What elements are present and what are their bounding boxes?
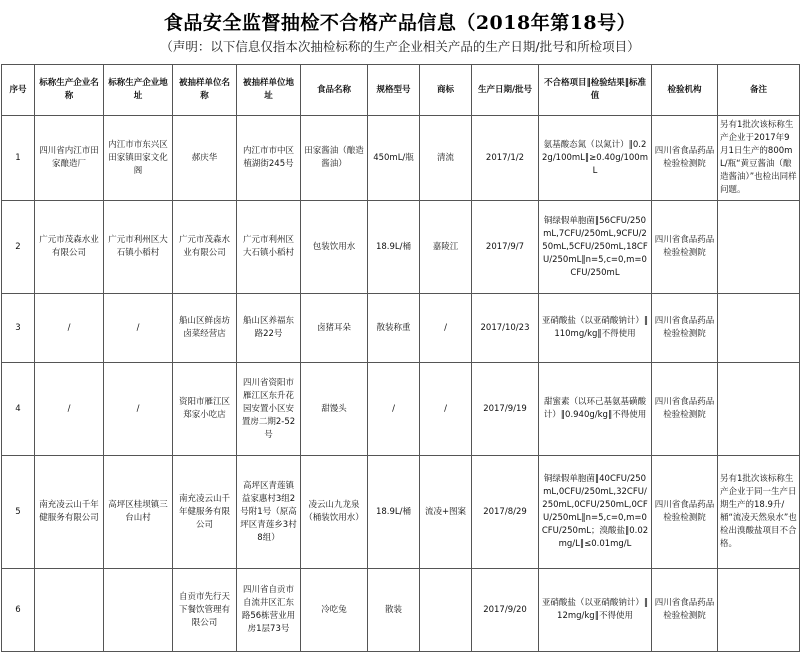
cell-food-name: 凌云山九龙泉（桶装饮用水）	[301, 456, 368, 569]
header-brand: 商标	[420, 65, 472, 116]
header-food-name: 食品名称	[301, 65, 368, 116]
page-title: 食品安全监督抽检不合格产品信息（2018年第18号）	[163, 12, 637, 34]
header-spec: 规格型号	[368, 65, 420, 116]
cell-producer-address: 内江市市东兴区田家镇田家文化阁	[104, 116, 173, 201]
cell-lab: 四川省食品药品检验检测院	[652, 116, 718, 201]
cell-production-date: 2017/8/29	[472, 456, 539, 569]
cell-lab: 四川省食品药品检验检测院	[652, 456, 718, 569]
cell-producer-address: 高坪区桂坝镇三台山村	[104, 456, 173, 569]
cell-failed-item: 铜绿假单胞菌‖56CFU/250mL,7CFU/250mL,9CFU/250mL,5CFU/250mL,18CFU/250mL‖n=5,c=0,m=0CFU/250mL	[539, 201, 652, 294]
cell-brand	[420, 569, 472, 652]
cell-index: 5	[2, 456, 35, 569]
header-index: 序号	[2, 65, 35, 116]
cell-sampled-unit-address: 四川省资阳市雁江区东升花园安置小区安置房二期2-52号	[237, 363, 301, 456]
cell-production-date: 2017/9/7	[472, 201, 539, 294]
cell-spec: 18.9L/桶	[368, 456, 420, 569]
cell-lab: 四川省食品药品检验检测院	[652, 294, 718, 363]
cell-index: 6	[2, 569, 35, 652]
table-row	[2, 201, 800, 294]
cell-spec: 18.9L/桶	[368, 201, 420, 294]
cell-failed-item: 亚硝酸盐（以亚硝酸钠计）‖110mg/kg‖不得使用	[539, 294, 652, 363]
cell-remarks	[718, 294, 800, 363]
cell-index: 3	[2, 294, 35, 363]
cell-failed-item: 甜蜜素（以环己基氨基磺酸计）‖0.940g/kg‖不得使用	[539, 363, 652, 456]
cell-spec: 散装称重	[368, 294, 420, 363]
cell-sampled-unit-address: 高坪区青莲镇益家惠村3组2号附1号（原高坪区青莲乡3村8组）	[237, 456, 301, 569]
cell-remarks: 另有1批次该标称生产企业于2017年9月1日生产的800mL/瓶“黄豆酱油（酿造酱油）”也检出同样问题。	[718, 116, 800, 201]
cell-producer-address	[104, 569, 173, 652]
header-failed-item: 不合格项目‖检验结果‖标准值	[539, 65, 652, 116]
cell-producer-address: 广元市利州区大石镇小稻村	[104, 201, 173, 294]
cell-brand: /	[420, 363, 472, 456]
cell-sampled-unit-name: 自贡市先行天下餐饮管理有限公司	[173, 569, 237, 652]
cell-food-name: 卤猪耳朵	[301, 294, 368, 363]
cell-production-date: 2017/9/19	[472, 363, 539, 456]
page-subtitle: （声明：以下信息仅指本次抽检标称的生产企业相关产品的生产日期/批号和所检项目）	[160, 39, 640, 54]
table-row	[2, 294, 800, 363]
cell-food-name: 冷吃兔	[301, 569, 368, 652]
cell-failed-item: 亚硝酸盐（以亚硝酸钠计）‖12mg/kg‖不得使用	[539, 569, 652, 652]
cell-lab: 四川省食品药品检验检测院	[652, 363, 718, 456]
cell-failed-item: 氨基酸态氮（以氮计）‖0.22g/100mL‖≥0.40g/100mL	[539, 116, 652, 201]
header-lab: 检验机构	[652, 65, 718, 116]
cell-remarks	[718, 201, 800, 294]
cell-producer-address: /	[104, 363, 173, 456]
cell-producer-name: /	[35, 363, 104, 456]
cell-spec: 散装	[368, 569, 420, 652]
cell-sampled-unit-name: 船山区鲜卤坊卤菜经营店	[173, 294, 237, 363]
cell-production-date: 2017/10/23	[472, 294, 539, 363]
cell-producer-name: 广元市茂森水业有限公司	[35, 201, 104, 294]
cell-remarks	[718, 569, 800, 652]
cell-index: 4	[2, 363, 35, 456]
header-producer-address: 标称生产企业地址	[104, 65, 173, 116]
cell-food-name: 田家酱油（酿造酱油）	[301, 116, 368, 201]
cell-food-name: 甜馒头	[301, 363, 368, 456]
cell-remarks: 另有1批次该标称生产企业于同一生产日期生产的18.9升/桶“流凌天然泉水”也检出溴酸盐项目不合格。	[718, 456, 800, 569]
header-remarks: 备注	[718, 65, 800, 116]
cell-sampled-unit-address: 广元市利州区大石镇小稻村	[237, 201, 301, 294]
cell-producer-name	[35, 569, 104, 652]
cell-lab: 四川省食品药品检验检测院	[652, 569, 718, 652]
cell-sampled-unit-name: 资阳市雁江区郑家小吃店	[173, 363, 237, 456]
cell-sampled-unit-name: 南充凌云山千年健服务有限公司	[173, 456, 237, 569]
table-row	[2, 116, 800, 201]
cell-producer-name: 四川省内江市田家酿造厂	[35, 116, 104, 201]
cell-production-date: 2017/9/20	[472, 569, 539, 652]
cell-lab: 四川省食品药品检验检测院	[652, 201, 718, 294]
cell-producer-name: 南充凌云山千年健服务有限公司	[35, 456, 104, 569]
table-row	[2, 456, 800, 569]
header-sampled-unit-name: 被抽样单位名称	[173, 65, 237, 116]
cell-food-name: 包装饮用水	[301, 201, 368, 294]
cell-producer-name: /	[35, 294, 104, 363]
table-row	[2, 569, 800, 652]
cell-failed-item: 铜绿假单胞菌‖40CFU/250mL,0CFU/250mL,32CFU/250mL,0CFU/250mL,0CFU/250mL‖n=5,c=0,m=0CFU/250mL；溴酸盐‖0.02mg/L‖≤0.01mg/L	[539, 456, 652, 569]
cell-sampled-unit-name: 广元市茂森水业有限公司	[173, 201, 237, 294]
cell-production-date: 2017/1/2	[472, 116, 539, 201]
cell-sampled-unit-address: 内江市市中区植湖街245号	[237, 116, 301, 201]
cell-sampled-unit-address: 四川省自贡市自流井区汇东路56栋营业用房1层73号	[237, 569, 301, 652]
cell-brand: 嘉陵江	[420, 201, 472, 294]
cell-index: 2	[2, 201, 35, 294]
cell-index: 1	[2, 116, 35, 201]
header-production-date: 生产日期/批号	[472, 65, 539, 116]
cell-brand: /	[420, 294, 472, 363]
cell-producer-address: /	[104, 294, 173, 363]
table-header-row	[2, 65, 800, 116]
cell-sampled-unit-address: 船山区养福东路22号	[237, 294, 301, 363]
cell-spec: 450mL/瓶	[368, 116, 420, 201]
table-row	[2, 363, 800, 456]
header-sampled-unit-address: 被抽样单位地址	[237, 65, 301, 116]
cell-spec: /	[368, 363, 420, 456]
cell-sampled-unit-name: 郝庆华	[173, 116, 237, 201]
cell-brand: 流凌+图案	[420, 456, 472, 569]
results-table	[1, 64, 800, 652]
cell-remarks	[718, 363, 800, 456]
cell-brand: 清流	[420, 116, 472, 201]
header-producer-name: 标称生产企业名称	[35, 65, 104, 116]
